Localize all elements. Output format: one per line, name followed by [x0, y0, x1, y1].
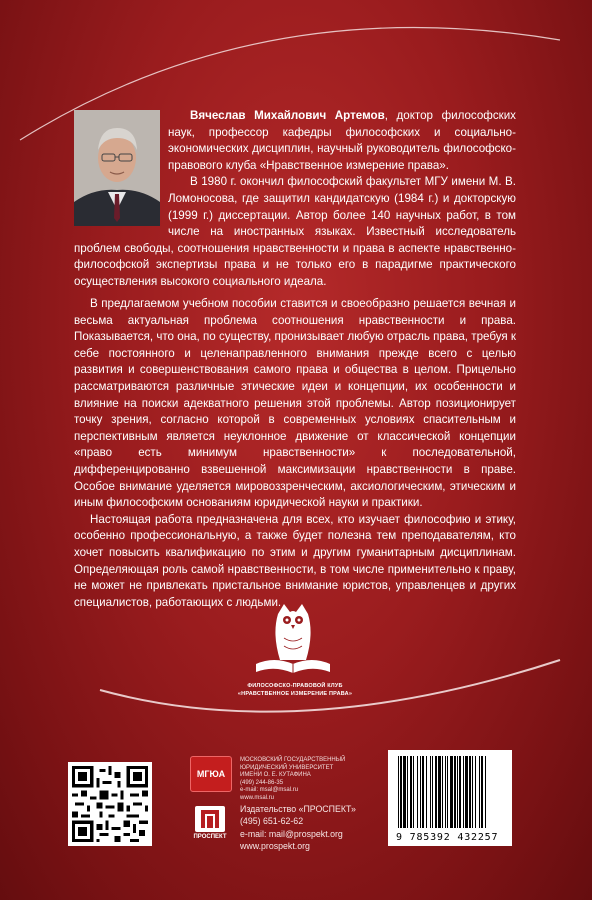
- club-name: ФИЛОСОФСКО-ПРАВОВОЙ КЛУБ «НРАВСТВЕННОЕ ИЗМЕРЕНИЕ ПРАВА»: [237, 683, 353, 697]
- isbn-digits: 9 785392 432257: [396, 832, 499, 843]
- author-bio-career: В 1980 г. окончил философский факультет МГУ имени М. В. Ломоносова, где защитил кандидатскую (1984 г.) и докторскую (1999 г.) диссертации. Автор более 140 научных работ, в том числе на иностранных языках. Известный исследователь проблем свободы, соотношения нравственности и права в аспекте нравственно-философской экспертизы права и не только его в парадигме практического осуществления высокого социального идеала.: [74, 175, 516, 288]
- book-annotation: [74, 296, 516, 611]
- prospect-logo-label: ПРОСПЕКТ: [193, 834, 227, 840]
- author-bio-intro: Вячеслав Михайлович Артемов, доктор философских наук, профессор кафедры философских и социально-экономических дисциплин, научный руководитель философско-правового клуба «Нравственное измерение права».: [168, 109, 516, 172]
- author-bio: [74, 108, 516, 291]
- author-name: Вячеслав Михайлович Артемов: [190, 109, 385, 122]
- annotation-paragraph-1: В предлагаемом учебном пособии ставится и своеобразно решается вечная и весьма актуальная проблема соотношения нравственности и права. Показывается, что она, по существу, пронизывает любую отрасль права, требуя к себе постоянного и целенаправленного внимания прежде всего с целью развития и совершенствования самого права и общества в целом. Прицельно рассматриваются различные этические идеи и концепции, их особенности и влияние на поиски адекватного решения этой проблемы. Автор позиционирует точку зрения, согласно которой в современных условиях спасительным и перспективным является неуклонное движение от классической концепции «право есть минимум нравственности» к последовательной, дифференцированно взвешенной максимизации нравственности в праве. Особое внимание уделяется мировоззренческим, аксиологическим, этическим и иным философским основаниям юридической науки и практики.: [74, 297, 516, 510]
- qr-code-icon: [68, 762, 152, 846]
- owl-on-book-icon: [250, 594, 336, 678]
- annotation-paragraph-2: Настоящая работа предназначена для всех, кто изучает философию и этику, особенно профессиональную, а также будет полезна тем преподавателям, кто хочет повысить квалификацию по этим и другим гуманитарным дисциплинам. Определяющая роль самой нравственности, в том числе применительно к праву, не может не привлекать пристальное внимание юристов, управленцев и других специалистов, работающих с людьми.: [74, 512, 516, 609]
- prospect-logo-icon: [195, 806, 225, 832]
- university-info: МОСКОВСКИЙ ГОСУДАРСТВЕННЫЙ ЮРИДИЧЕСКИЙ УНИВЕРСИТЕТ ИМЕНИ О. Е. КУТАФИНА (499) 244-86-35 e-mail: msal@msal.ru www.msal.ru: [240, 757, 346, 801]
- publisher-info: Издательство «ПРОСПЕКТ» (495) 651-62-62 e-mail: mail@prospekt.org www.prospekt.org: [240, 804, 356, 852]
- mgua-logo: МГЮА: [190, 756, 232, 792]
